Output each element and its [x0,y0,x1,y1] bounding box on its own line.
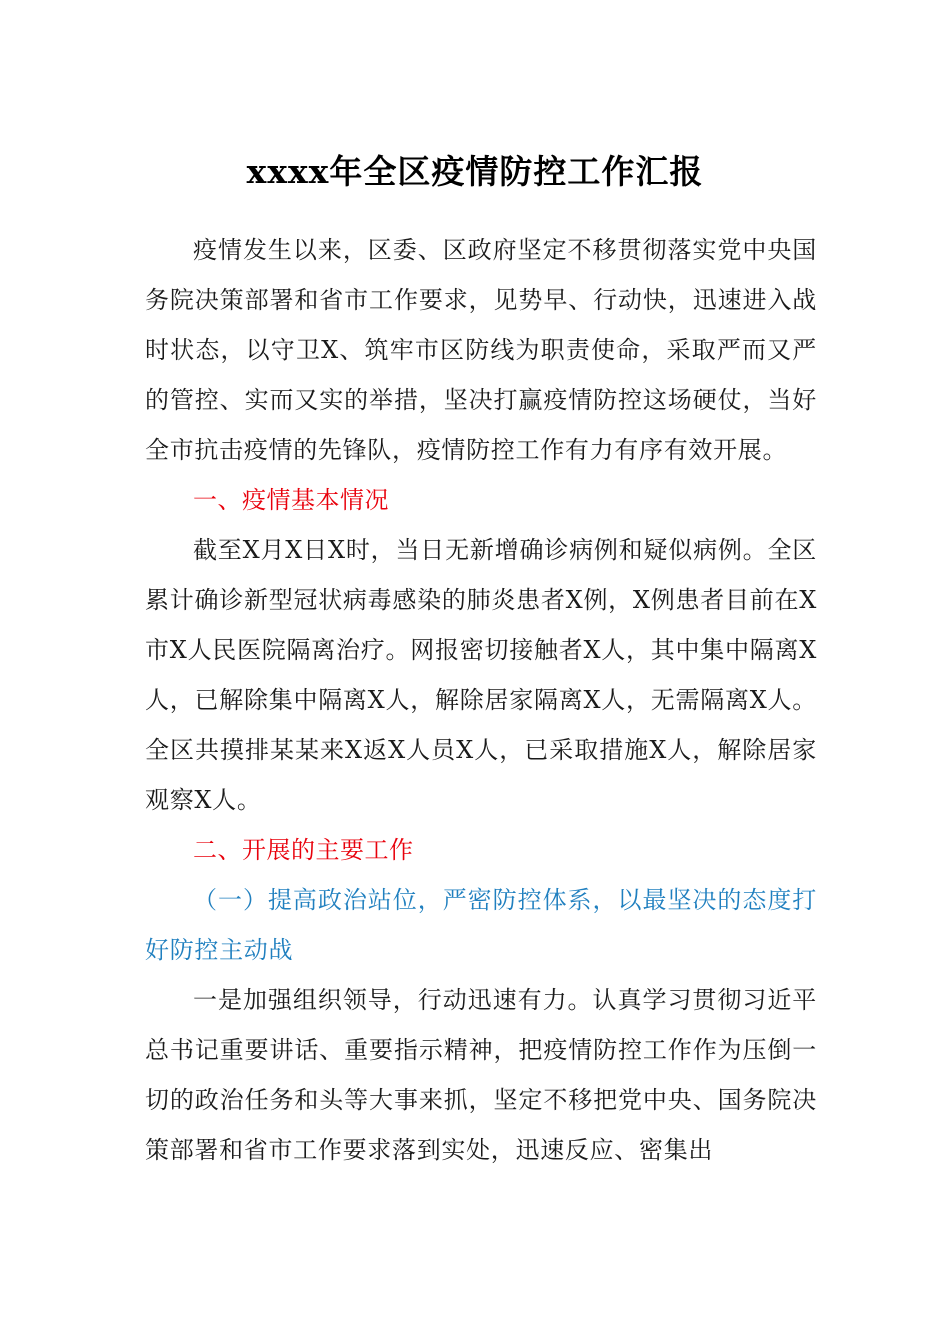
leadership-paragraph: 一是加强组织领导，行动迅速有力。认真学习贯彻习近平总书记重要讲话、重要指示精神，把疫情防控工作作为压倒一切的政治任务和头等大事来抓，坚定不移把党中央、国务院决策部署和省市工作要求落到实处，迅速反应、密集出 [145,986,817,1164]
section-heading-basic-situation: 一、疫情基本情况 [193,486,389,514]
document-body [145,225,817,1175]
subsection-heading-political-stance: （一）提高政治站位，严密防控体系，以最坚决的态度打好防控主动战 [145,886,817,964]
section-heading-main-work: 二、开展的主要工作 [193,836,414,864]
intro-paragraph: 疫情发生以来，区委、区政府坚定不移贯彻落实党中央国务院决策部署和省市工作要求，见势早、行动快，迅速进入战时状态，以守卫X、筑牢市区防线为职责使命，采取严而又严的管控、实而又实的举措，坚决打赢疫情防控这场硬仗，当好全市抗击疫情的先锋队，疫情防控工作有力有序有效开展。 [145,236,817,464]
document-title: xxxx年全区疫情防控工作汇报 [246,152,704,191]
situation-paragraph: 截至X月X日X时，当日无新增确诊病例和疑似病例。全区累计确诊新型冠状病毒感染的肺炎患者X例，X例患者目前在X市X人民医院隔离治疗。网报密切接触者X人，其中集中隔离X人，已解除集中隔离X人，解除居家隔离X人，无需隔离X人。全区共摸排某某来X返X人员X人，已采取措施X人，解除居家观察X人。 [145,536,817,814]
